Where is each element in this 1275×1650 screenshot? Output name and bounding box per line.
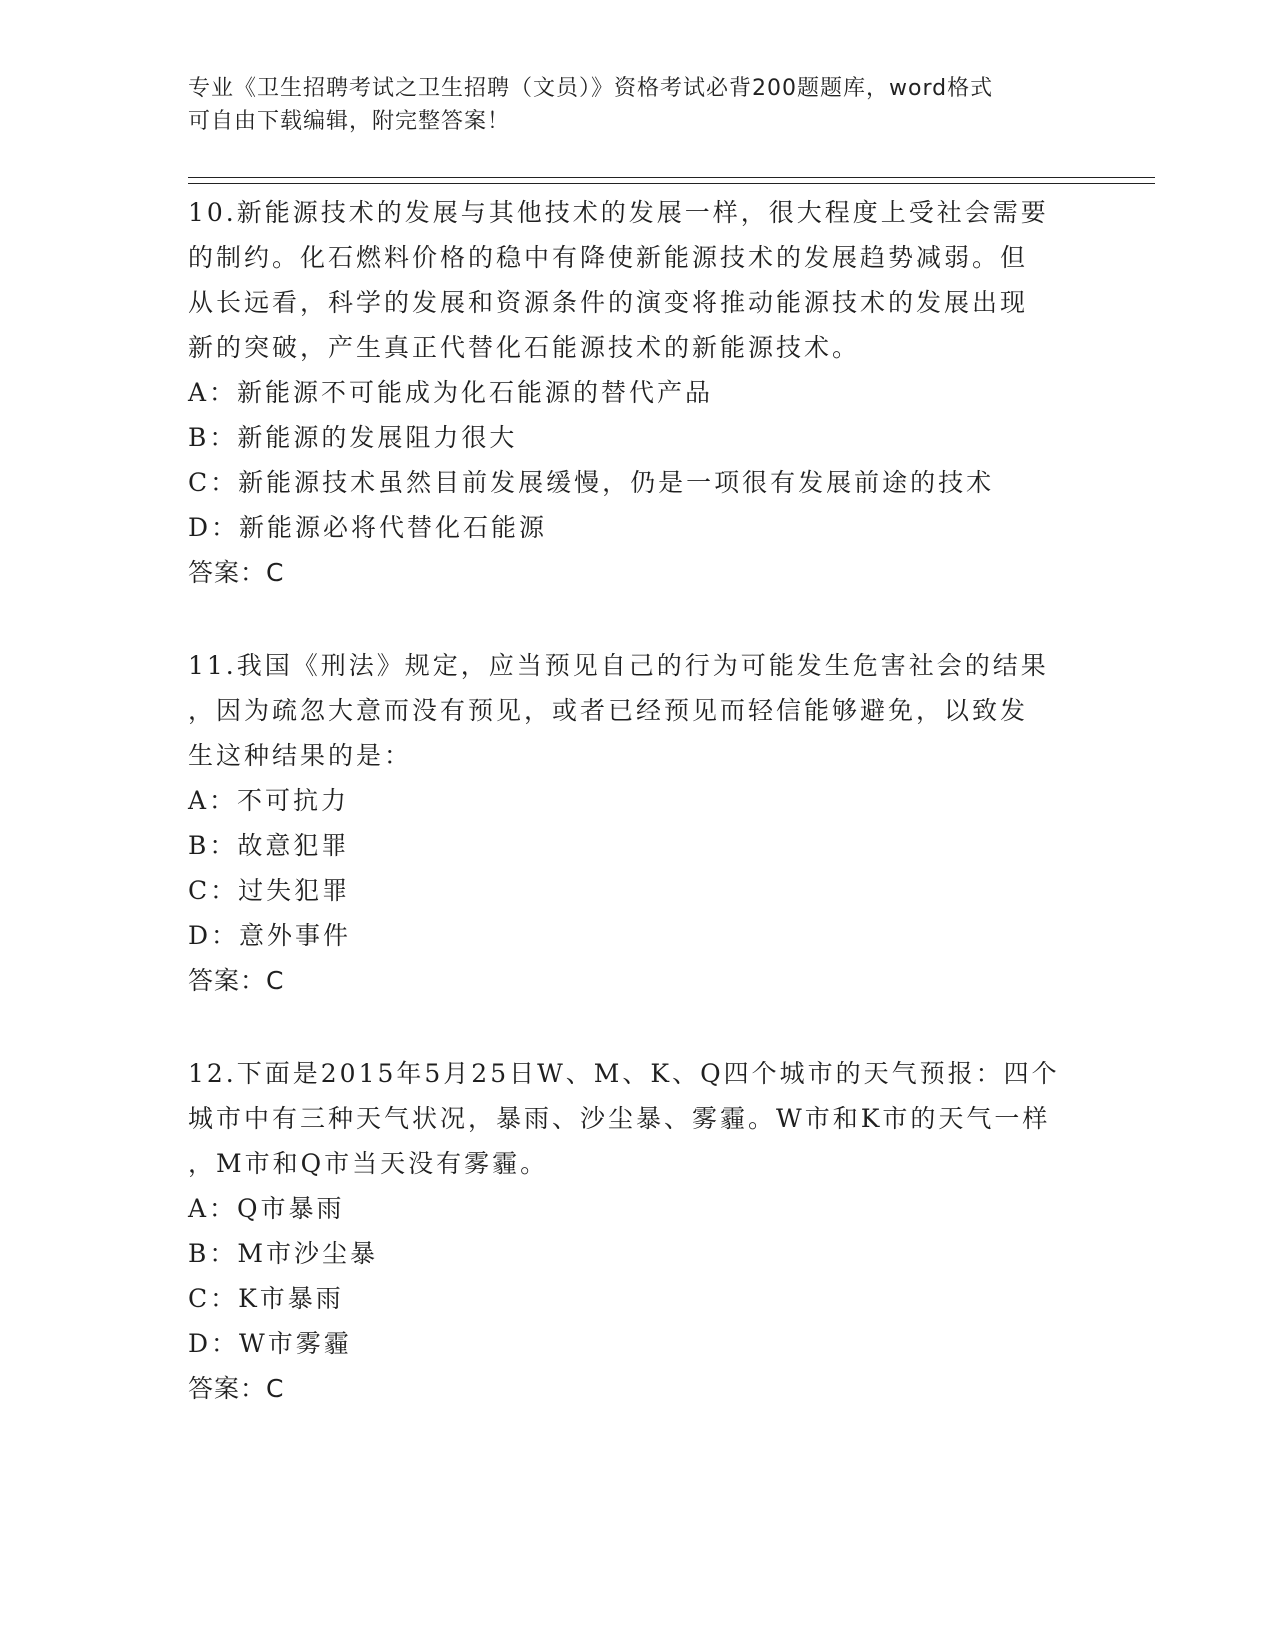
question-text-line: ，因为疏忽大意而没有预见，或者已经预见而轻信能够避免，以致发 (188, 696, 1029, 725)
question-10 (188, 190, 1068, 595)
question-text-line: 生这种结果的是： (188, 741, 413, 770)
answer-line: 答案：C (188, 1374, 285, 1403)
question-text-line: 城市中有三种天气状况，暴雨、沙尘暴、雾霾。W市和K市的天气一样 (188, 1104, 1051, 1133)
question-text-line: 的制约。化石燃料价格的稳中有降使新能源技术的发展趋势减弱。但 (188, 243, 1029, 272)
option-b: B：新能源的发展阻力很大 (188, 423, 518, 452)
answer-line: 答案：C (188, 966, 285, 995)
header-divider-bottom (188, 183, 1155, 184)
question-text-line: 10.新能源技术的发展与其他技术的发展一样，很大程度上受社会需要 (188, 198, 1049, 227)
option-c: C：新能源技术虽然目前发展缓慢，仍是一项很有发展前途的技术 (188, 468, 995, 497)
question-text-line: ，M市和Q市当天没有雾霾。 (188, 1149, 549, 1178)
question-text-line: 12.下面是2015年5月25日W、M、K、Q四个城市的天气预报：四个 (188, 1059, 1060, 1088)
header-title-line-2: 可自由下载编辑，附完整答案！ (188, 109, 511, 134)
document-header (188, 72, 1068, 138)
option-b: B：故意犯罪 (188, 831, 350, 860)
option-b: B：M市沙尘暴 (188, 1239, 378, 1268)
option-a: A：Q市暴雨 (188, 1194, 345, 1223)
answer-line: 答案：C (188, 558, 285, 587)
question-11 (188, 643, 1068, 1003)
option-c: C：K市暴雨 (188, 1284, 344, 1313)
header-divider-top (188, 177, 1155, 178)
question-text-line: 从长远看，科学的发展和资源条件的演变将推动能源技术的发展出现 (188, 288, 1029, 317)
option-a: A：新能源不可能成为化石能源的替代产品 (188, 378, 714, 407)
option-a: A：不可抗力 (188, 786, 350, 815)
option-d: D：意外事件 (188, 921, 352, 950)
header-title-line-1: 专业《卫生招聘考试之卫生招聘（文员）》资格考试必背200题题库，word格式 (188, 76, 994, 101)
question-text-line: 11.我国《刑法》规定，应当预见自己的行为可能发生危害社会的结果 (188, 651, 1049, 680)
option-d: D：W市雾霾 (188, 1329, 352, 1358)
option-c: C：过失犯罪 (188, 876, 351, 905)
option-d: D：新能源必将代替化石能源 (188, 513, 548, 542)
question-12 (188, 1051, 1068, 1411)
question-text-line: 新的突破，产生真正代替化石能源技术的新能源技术。 (188, 333, 861, 362)
